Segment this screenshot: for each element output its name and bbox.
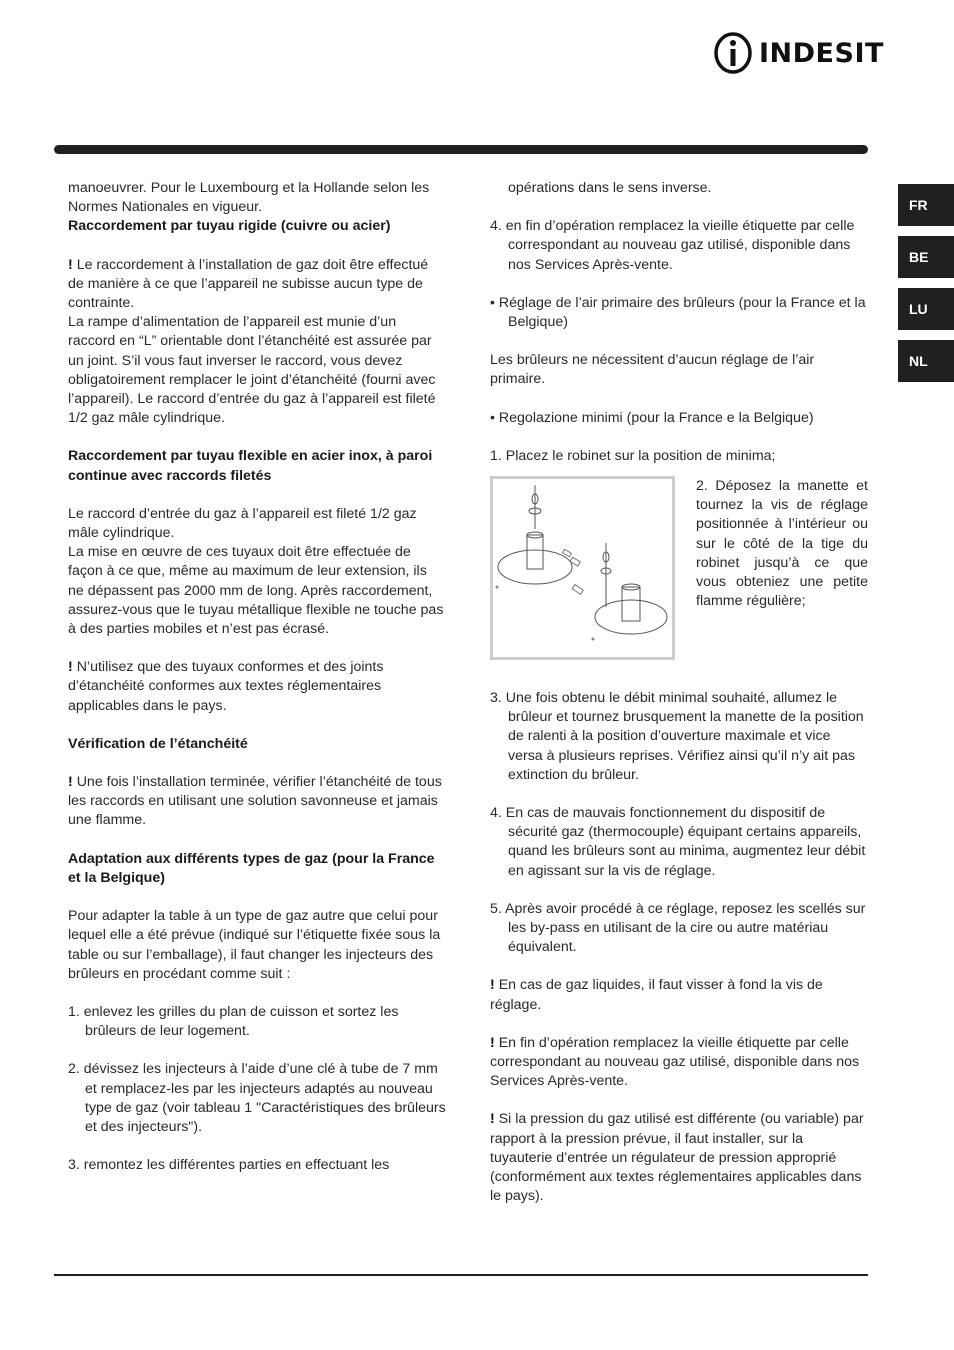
primary-air-paragraph: Les brûleurs ne nécessitent d’aucun réglage de l’air primaire. [490, 352, 815, 388]
list-item: 2. dévissez les injecteurs à l’aide d’une clé à tube de 7 mm et remplacez-les par les injecteurs adaptés au nouveau type de gaz (voir tableau 1 "Caractéristiques des brûleurs et des injecteurs"). [68, 1061, 446, 1135]
heading-verification: Vérification de l’étanchéité [68, 735, 248, 752]
language-tabs [898, 184, 954, 392]
bullet-minimum: • Regolazione minimi (pour la France e la Belgique) [490, 409, 814, 426]
warning-liquid-gas: ! En cas de gaz liquides, il faut visser à fond la vis de réglage. [490, 977, 823, 1013]
footer-rule [54, 1274, 868, 1276]
right-column [490, 179, 868, 1207]
warning-label: ! En fin d’opération remplacez la vieille étiquette par celle correspondant au nouveau gaz utilisé, disponible dans nos Services Après-vente. [490, 1034, 860, 1090]
warning-mark: ! [490, 1111, 495, 1128]
tab-lu[interactable]: LU [898, 288, 954, 330]
minimum-step-2: 2. Déposez la manette et tournez la vis de réglage positionnée à l’intérieur ou sur le côté de la tige du robinet jusqu’à ce que vous obteniez une petite flamme régulière; [696, 478, 868, 610]
adaptation-paragraph: Pour adapter la table à un type de gaz autre que celui pour lequel elle a été prévue (indiqué sur l’étiquette fixée sous la table ou sur l’emballage), il faut changer les injecteurs des brûleurs en procédant comme suit : [68, 908, 441, 982]
header-bar [54, 145, 868, 154]
heading-flexible: Raccordement par tuyau flexible en acier inox, à paroi continue avec raccords filetés [68, 448, 433, 484]
step3-continuation: opérations dans le sens inverse. [508, 180, 712, 196]
indesit-logo [713, 30, 884, 76]
list-item: 3. remontez les différentes parties en effectuant les [68, 1157, 390, 1174]
warning-rigid: ! Le raccordement à l’installation de gaz doit être effectué de manière à ce que l’appareil ne subisse aucun type de contrainte. [68, 256, 429, 312]
heading-adaptation: Adaptation aux différents types de gaz (pour la France et la Belgique) [68, 850, 435, 886]
bullet-primary-air: • Réglage de l’air primaire des brûleurs (pour la France et la Belgique) [490, 294, 866, 331]
tab-nl[interactable]: NL [898, 340, 954, 382]
flex-paragraph-1: Le raccord d’entrée du gaz à l’appareil est fileté 1/2 gaz mâle cylindrique. [68, 505, 417, 542]
tab-be[interactable]: BE [898, 236, 954, 278]
list-item: 3. Une fois obtenu le débit minimal souhaité, allumez le brûleur et tournez brusquement la manette de la position de ralenti à la position d’ouverture maximale et vice versa à plusieurs reprises. Vérifiez ainsi qu’il n’y ait pas extinction du brûleur. [490, 690, 864, 783]
list-item: 4. en fin d’opération remplacez la vieille étiquette par celle correspondant au nouveau gaz utilisé, disponible dans nos Services Après-vente. [490, 218, 855, 273]
list-item: 4. En cas de mauvais fonctionnement du dispositif de sécurité gaz (thermocouple) équipant certains appareils, quand les brûleurs sont au minima, augmentez leur débit en agissant sur la vis de réglage. [490, 805, 866, 879]
warning-mark: ! [68, 256, 73, 273]
warning-flexible: ! N’utilisez que des tuyaux conformes et des joints d’étanchéité conformes aux textes réglementaires applicables dans le pays. [68, 659, 384, 714]
list-item: 1. Placez le robinet sur la position de minima; [490, 447, 776, 464]
burner-adjustment-illustration [490, 476, 675, 660]
list-item: 1. enlevez les grilles du plan de cuisson et sortez les brûleurs de leur logement. [68, 1003, 399, 1040]
brand-name: INDESIT [759, 37, 884, 69]
burner-screw-icon [493, 479, 672, 657]
warning-mark: ! [490, 1034, 495, 1051]
tab-fr[interactable]: FR [898, 184, 954, 226]
flex-paragraph-2: La mise en œuvre de ces tuyaux doit être effectuée de façon à ce que, même au maximum de leur extension, ils ne dépassent pas 2000 mm de long. Après raccordement, assurez-vous que le tuyau métallique flexible ne touche pas à des parties mobiles et n’est pas écrasé. [68, 544, 444, 638]
heading-rigid: Raccordement par tuyau rigide (cuivre ou acier) [68, 218, 391, 235]
indesit-i-icon [713, 31, 753, 75]
warning-mark: ! [68, 774, 73, 791]
warning-verification: ! Une fois l’installation terminée, vérifier l’étanchéité de tous les raccords en utilisant une solution savonneuse et jamais une flamme. [68, 774, 442, 829]
warning-mark: ! [68, 659, 73, 676]
warning-pressure: ! Si la pression du gaz utilisé est différente (ou variable) par rapport à la pression prévue, il faut installer, sur la tuyauterie d’entrée un régulateur de pression approprié (conformément aux textes réglementaires applicables dans le pays). [490, 1111, 864, 1205]
rigid-paragraph: La rampe d’alimentation de l’appareil est munie d’un raccord en “L” orientable dont l’étanchéité est assurée par un joint. S’il vous faut inverser le raccord, vous devez obligatoirement remplacer le joint d’étanchéité (fourni avec l’appareil). Le raccord d’entrée du gaz à l’appareil est fileté 1/2 gaz mâle cylindrique. [68, 314, 436, 427]
intro-text: manoeuvrer. Pour le Luxembourg et la Hollande selon les Normes Nationales en vigueur. [68, 180, 430, 216]
left-column [68, 179, 446, 1175]
warning-mark: ! [490, 977, 495, 994]
list-item: 5. Après avoir procédé à ce réglage, reposez les scellés sur les by-pass en utilisant de la cire ou autre matériau équivalent. [490, 900, 866, 956]
